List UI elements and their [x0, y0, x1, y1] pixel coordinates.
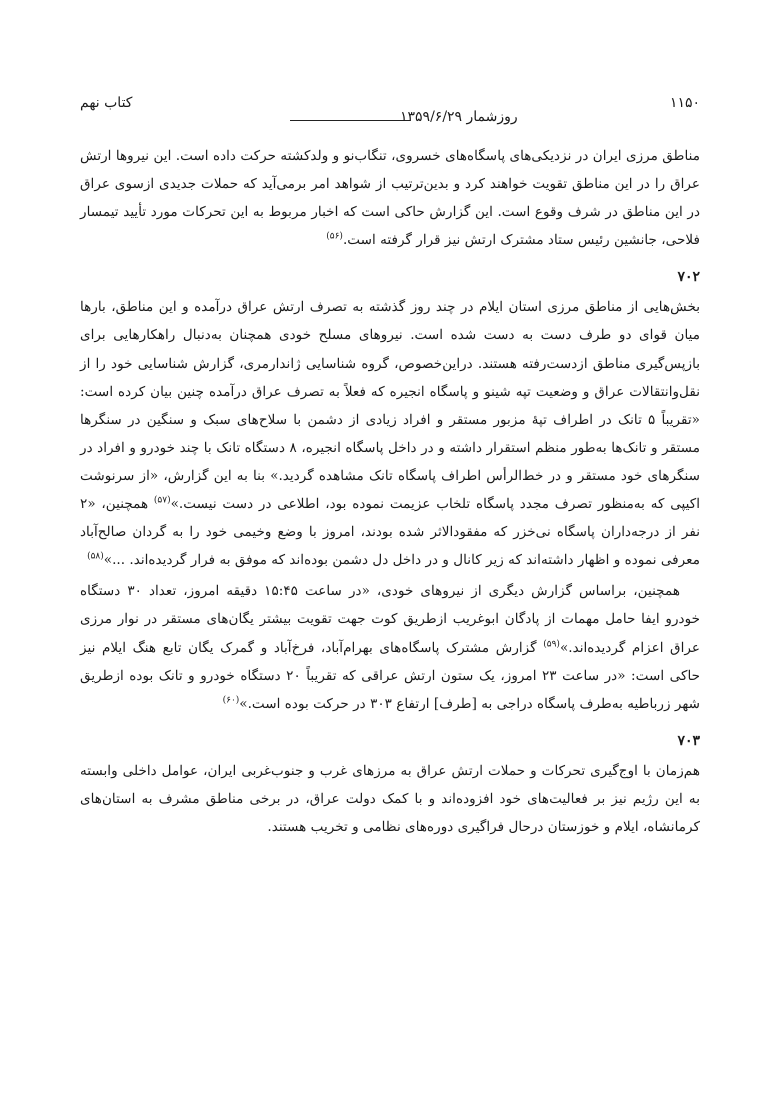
- footnote-ref: (۵۶): [326, 231, 343, 242]
- book-title: کتاب نهم: [80, 95, 133, 111]
- paragraph-text: بخش‌هایی از مناطق مرزی استان ایلام در چند روز گذشته به تصرف ارتش عراق درآمده و این مناطق، بارها میان قوای دو طرف دست به دست شده است. نیروهای مسلح خودی همچنان به‌دنبال راهکارهایی برای بازپس‌گیری مناطق ازدست‌رفته هستند. دراین‌خصوص، گروه شناسایی ژاندارمری، گزارش شناسایی خود را از نقل‌وانتقالات عراق و وضعیت تپه شینو و پاسگاه انجیره که فعلاً به تصرف عراق درآمده چنین بیان کرده است: «تقریباً ۵ تانک در اطراف تپهٔ مزبور مستقر و افراد زیادی از دشمن با سلاح‌های سبک و سنگین در سنگرها مستقر و تانک‌ها به‌طور منظم استقرار داشته و در داخل پاسگاه انجیره، ۸ دستگاه تانک با چند خودرو و افراد در سنگرهای خود مستقر و در خط‌الرأس اطراف پاسگاه تانک مشاهده گردید.» بنا به این گزارش، «از سرنوشت اکیپی که به‌منظور تصرف مجدد پاسگاه تلخاب عزیمت نموده بود، اطلاعی در دست نیست.»: [80, 299, 700, 513]
- paragraph-703: [80, 757, 700, 841]
- paragraph-702-1: [80, 293, 700, 574]
- page-header: [80, 93, 700, 125]
- paragraph-text: همچنین، براساس گزارش دیگری از نیروهای خودی، «در ساعت ۱۵:۴۵ دقیقه امروز، تعداد ۳۰ دستگاه خودرو ایفا حامل مهمات از پادگان ابوغریب ازطریق کوت جهت تقویت بیشتر یگان‌های مستقر در نوار مرزی عراق اعزام گردیده‌اند.»: [80, 583, 700, 656]
- paragraph-702-2: [80, 577, 700, 717]
- chronicle-date: روزشمار ۱۳۵۹/۶/۲۹: [400, 109, 518, 125]
- footnote-ref: (۵۸): [87, 551, 104, 562]
- paragraph-text: مناطق مرزی ایران در نزدیکی‌های پاسگاه‌های خسروی، تنگاب‌نو و ولدکشته حرکت داده است. این نیروها ارتش عراق را در این مناطق تقویت خواهند کرد و بدین‌ترتیب از شواهد امر برمی‌آید که حملات جدیدی ازسوی عراق در این مناطق در شرف وقوع است. این گزارش حاکی است که اخبار مربوط به این تحرکات مورد تأیید تیمسار فلاحی، جانشین رئیس ستاد مشترک ارتش نیز قرار گرفته است.: [80, 148, 700, 249]
- paragraph-text: گزارش مشترک پاسگاه‌های بهرام‌آباد، فرخ‌آباد و گمرک یگان تابع هنگ ایلام نیز حاکی است: «در ساعت ۲۳ امروز، یک ستون ارتش عراقی که تقریباً ۲۰ دستگاه خودرو و تانک بوده ازطریق شهر زرباطیه به‌طرف پاسگاه دراجی به [طرف] ارتفاع ۳۰۳ در حرکت بوده است.»: [80, 639, 700, 712]
- footnote-ref: (۵۹): [543, 638, 560, 649]
- header-rule: [290, 120, 410, 121]
- paragraph-text: همچنین، «۲ نفر از درجه‌داران پاسگاه نی‌خزر که مفقودالاثر شده بودند، امروز با وضع وخیمی خود را به گردان صالح‌آباد معرفی نموده و اظهار داشته‌اند که زیر کانال و در داخل دل دشمن بوده‌اند که موفق به فرار گردیده‌اند. ...»: [80, 496, 700, 569]
- page-body: [80, 142, 700, 841]
- section-number: ۷۰۳: [677, 732, 700, 749]
- footnote-ref: (۵۷): [153, 495, 171, 506]
- paragraph-text: هم‌زمان با اوج‌گیری تحرکات و حملات ارتش عراق به مرزهای غرب و جنوب‌غربی ایران، عوامل داخلی وابسته به این رژیم نیز بر فعالیت‌های خود افزوده‌اند و با کمک دولت عراق، در برخی مناطق مشرف به استان‌های کرمانشاه، ایلام و خوزستان درحال فراگیری دوره‌های نظامی و تخریب هستند.: [80, 762, 700, 835]
- footnote-ref: (۶۰): [222, 695, 240, 706]
- page-number: ۱۱۵۰: [669, 95, 700, 111]
- paragraph-continuation: [80, 142, 700, 254]
- section-number: ۷۰۲: [677, 269, 700, 286]
